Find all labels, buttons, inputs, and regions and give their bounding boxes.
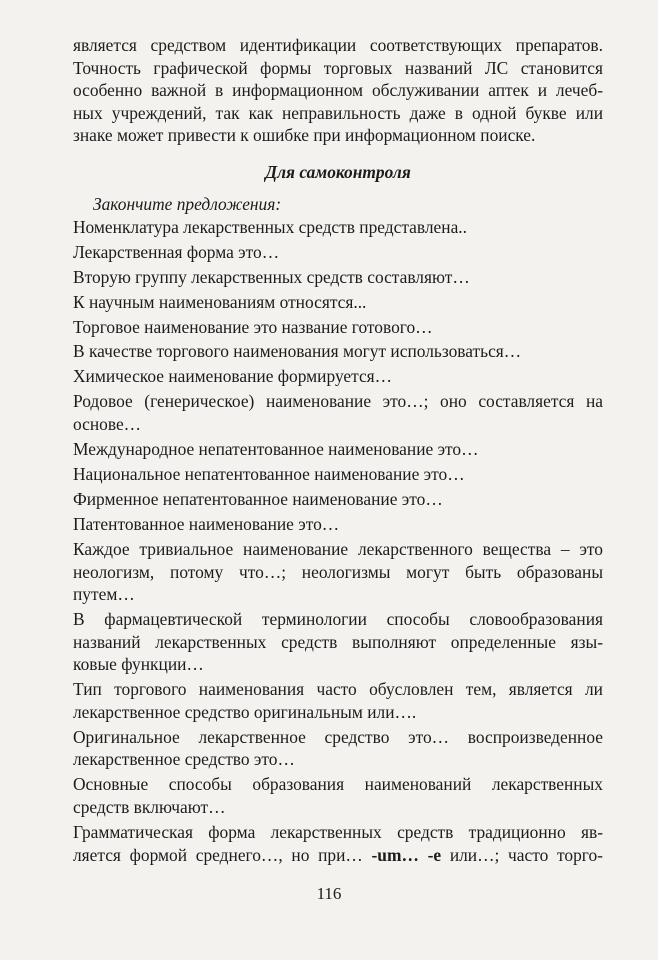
- item-line: средств включают…: [73, 797, 226, 818]
- item-line: В качестве торгового наименования могут использоваться…: [73, 341, 522, 362]
- item-line: основе…: [73, 414, 142, 435]
- item-line: Патентованное наименование это…: [73, 513, 340, 534]
- item-line: Лекарственная форма это…: [73, 241, 280, 262]
- item-line: Родовое (генерическое) наименование это…; оно составляется на: [73, 391, 603, 412]
- list-item: [73, 438, 603, 463]
- item-line: Вторую группу лекарственных средств составляют…: [73, 266, 470, 287]
- list-item: [73, 538, 603, 608]
- item-line: К научным наименованиям относятся...: [73, 291, 367, 312]
- item-line: названий лекарственных средств выполняют определенные язы-: [73, 631, 603, 652]
- item-line: Номенклатура лекарственных средств представлена..: [73, 216, 467, 237]
- list-item: [73, 678, 603, 726]
- list-item: [73, 291, 603, 316]
- text-line: является средством идентификации соответствующих препаратов.: [73, 35, 603, 55]
- list-item: [73, 216, 603, 241]
- item-line: Химическое наименование формируется…: [73, 366, 393, 387]
- list-item: [73, 726, 603, 774]
- item-line: лекарственное средство оригинальным или….: [73, 701, 417, 722]
- list-item: [73, 365, 603, 390]
- text-line: знаке может привести к ошибке при информационном поиске.: [73, 125, 536, 146]
- list-item: [73, 608, 603, 678]
- list-item: [73, 241, 603, 266]
- text-line: особенно важной в информационном обслуживании аптек и лечеб-: [73, 80, 603, 101]
- list-item: [73, 390, 603, 438]
- item-line: лекарственное средство это…: [73, 749, 295, 770]
- list-item: [73, 821, 603, 869]
- intro-paragraph: [73, 34, 603, 147]
- text-line: Точность графической формы торговых названий ЛС становится: [73, 57, 603, 78]
- text-line: ных учреждений, так как неправильность даже в одной букве или: [73, 102, 603, 123]
- item-line: ковые функции…: [73, 654, 204, 675]
- item-line: Фирменное непатентованное наименование это…: [73, 489, 443, 509]
- text-fragment: ляется формой среднего…, но при…: [73, 844, 363, 865]
- item-line: неологизм, потому что…; неологизмы могут быть образованы: [73, 561, 603, 582]
- item-line: путем…: [73, 584, 135, 605]
- page-content: [73, 34, 603, 869]
- item-line: Основные способы образования наименований лекарственных: [73, 774, 603, 795]
- item-line: Тип торгового наименования часто обусловлен тем, является ли: [73, 679, 603, 700]
- item-line: Оригинальное лекарственное средство это… воспроизведенное: [73, 726, 603, 747]
- list-item: [73, 463, 603, 488]
- item-line: Национальное непатентованное наименование это…: [73, 464, 465, 485]
- page-number: 116: [316, 884, 342, 903]
- item-line: Грамматическая форма лекарственных средств традиционно яв-: [73, 822, 603, 843]
- suffix-e: -e: [427, 844, 442, 865]
- section-subheading: Закончите предложения:: [93, 193, 282, 214]
- item-line: Международное непатентованное наименование это…: [73, 439, 479, 460]
- section-heading: Для самоконтроля: [265, 161, 411, 182]
- list-item: [73, 488, 603, 513]
- list-item: [73, 513, 603, 538]
- list-item: [73, 266, 603, 291]
- suffix-um: -um…: [371, 844, 419, 865]
- list-item: [73, 773, 603, 821]
- item-line: Торговое наименование это название готового…: [73, 316, 433, 337]
- list-item: [73, 340, 603, 365]
- text-fragment: или…; часто торго-: [449, 844, 603, 865]
- item-line: Каждое тривиальное наименование лекарственного вещества – это: [73, 538, 603, 559]
- list-item: [73, 316, 603, 341]
- item-line: [73, 844, 603, 867]
- exercise-list: [73, 216, 603, 869]
- item-line: В фармацевтической терминологии способы словообразования: [73, 609, 603, 630]
